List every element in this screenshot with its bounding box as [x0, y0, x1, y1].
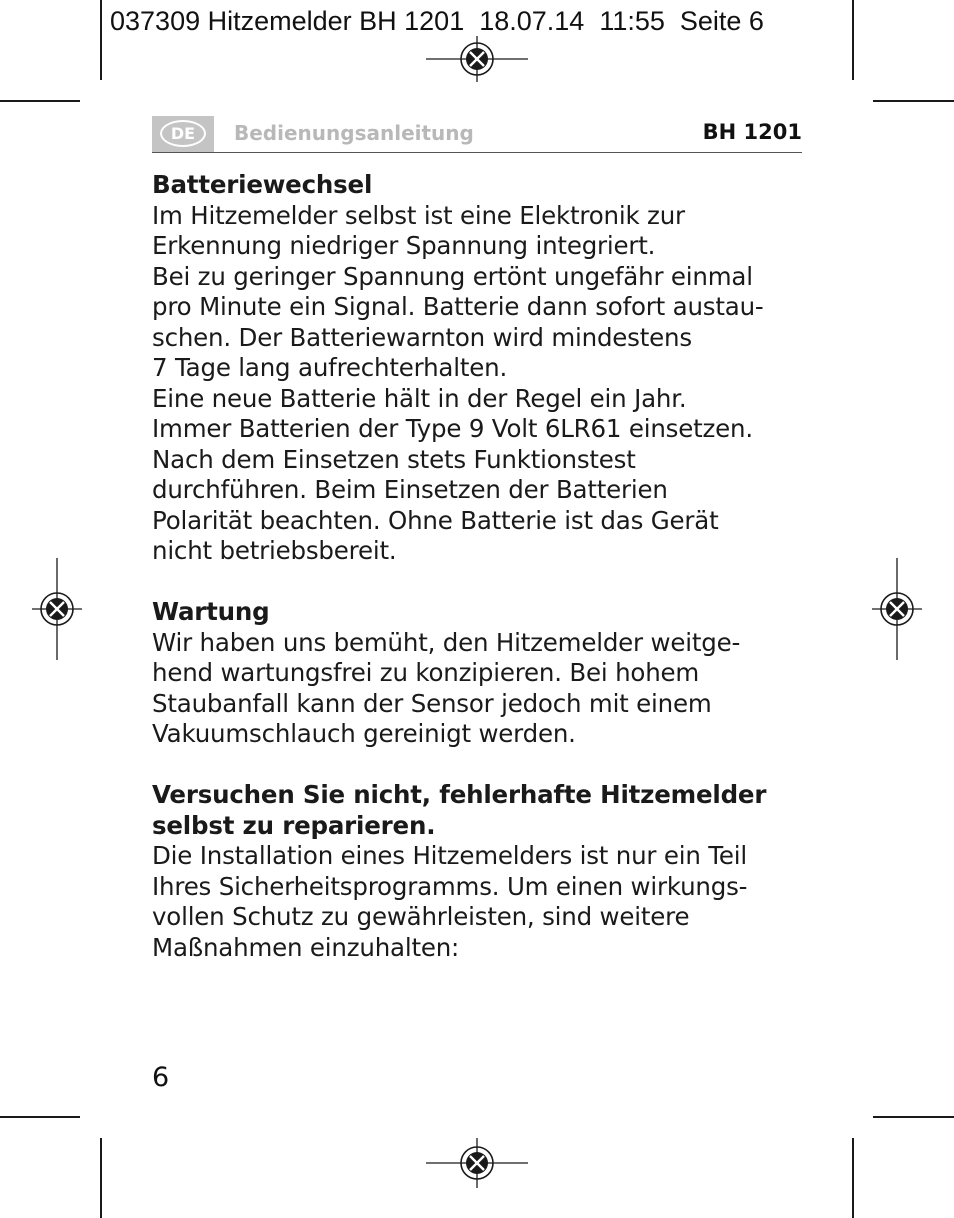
body-line: Im Hitzemelder selbst ist eine Elektronik zur: [152, 200, 685, 230]
body-line: 7 Tage lang aufrechterhalten.: [152, 353, 508, 382]
body-line: Vakuumschlauch gereinigt werden.: [152, 719, 576, 748]
body-line: Polarität beachten. Ohne Batterie ist das Gerät: [152, 505, 719, 535]
body-line: pro Minute ein Signal. Batterie dann sofort austau-: [152, 292, 764, 321]
page-header: [152, 116, 802, 153]
crop-mark-top-left-h: [0, 100, 80, 102]
body-line: Ihres Sicherheitsprogramms. Um einen wirkungs-: [152, 871, 748, 901]
body-line: hend wartungsfrei zu konzipieren. Bei hohem: [152, 658, 700, 687]
body-line: Bei zu geringer Spannung ertönt ungefähr einmal: [152, 261, 753, 291]
paragraph-gap: [152, 750, 822, 781]
body-line: Nach dem Einsetzen stets Funktionstest: [152, 444, 636, 474]
body-line: Immer Batterien der Type 9 Volt 6LR61 einsetzen.: [152, 414, 753, 443]
crop-mark-top-right-h: [873, 100, 954, 102]
language-badge: [152, 116, 214, 152]
section-battery-change: [152, 170, 822, 567]
crop-mark-top-left-v: [100, 0, 102, 80]
body-line: Staubanfall kann der Sensor jedoch mit einem: [152, 688, 712, 718]
crop-mark-top-right-v: [852, 0, 854, 80]
crop-mark-bottom-right-v: [852, 1138, 854, 1218]
document-title: Bedienungsanleitung: [234, 121, 474, 145]
language-badge-label: DE: [160, 120, 206, 147]
model-number: BH 1201: [702, 120, 802, 144]
section-maintenance: [152, 597, 822, 750]
section-heading: Batteriewechsel: [152, 170, 373, 199]
body-line: Maßnahmen einzuhalten:: [152, 932, 460, 962]
body-line: schen. Der Batteriewarnton wird mindestens: [152, 322, 692, 352]
section-heading: selbst zu reparieren.: [152, 810, 436, 840]
body-line: Erkennung niedriger Spannung integriert.: [152, 231, 656, 260]
body-line: Eine neue Batterie hält in der Regel ein Jahr.: [152, 383, 687, 413]
body-line: durchführen. Beim Einsetzen der Batterien: [152, 475, 668, 504]
registration-mark-icon: [872, 558, 922, 660]
registration-mark-icon: [426, 36, 528, 82]
crop-mark-bottom-left-h: [0, 1116, 80, 1118]
body-line: Die Installation eines Hitzemelders ist nur ein Teil: [152, 841, 747, 870]
body-line: vollen Schutz zu gewährleisten, sind weitere: [152, 902, 690, 931]
crop-mark-bottom-left-v: [100, 1138, 102, 1218]
section-heading: Versuchen Sie nicht, fehlerhafte Hitzemelder: [152, 780, 767, 809]
body-line: Wir haben uns bemüht, den Hitzemelder weitge-: [152, 627, 741, 657]
registration-mark-icon: [426, 1138, 528, 1188]
section-heading: Wartung: [152, 597, 270, 626]
body-line: nicht betriebsbereit.: [152, 536, 397, 565]
print-slug: 037309 Hitzemelder BH 1201 18.07.14 11:55 Seite 6: [110, 6, 764, 36]
crop-mark-bottom-right-h: [873, 1116, 954, 1118]
page-content: [152, 170, 822, 963]
registration-mark-icon: [32, 558, 82, 660]
paragraph-gap: [152, 567, 822, 598]
section-no-repair-warning: [152, 780, 822, 963]
page-number: 6: [152, 1062, 170, 1093]
